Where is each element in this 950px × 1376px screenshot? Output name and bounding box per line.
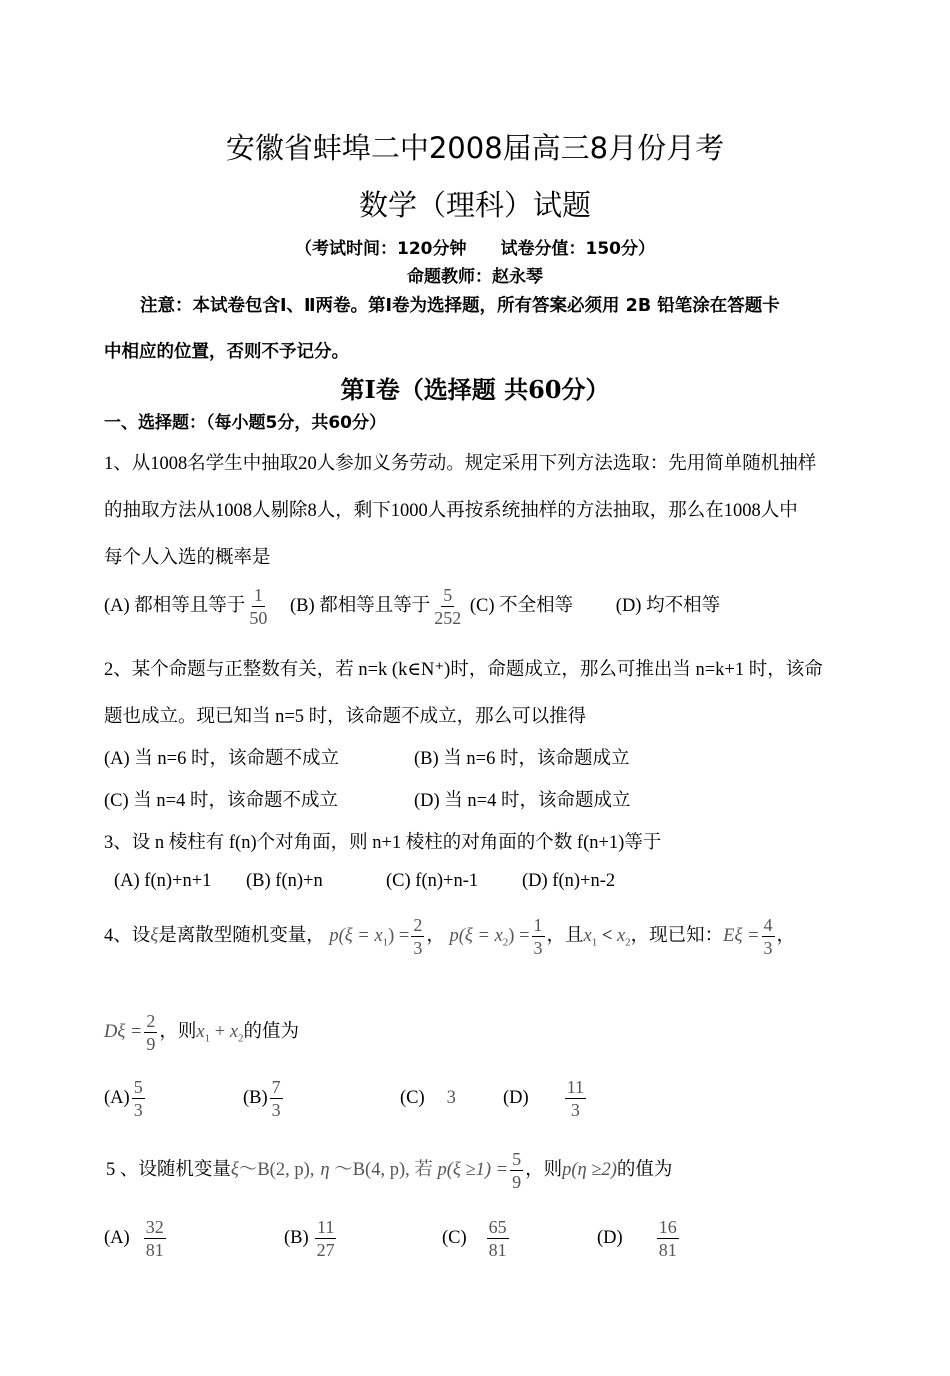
q4-text-1: 是离散型随机变量， (158, 925, 325, 946)
q4-option-d-fraction (565, 1076, 586, 1121)
fraction-numerator: 32 (145, 1217, 164, 1237)
subscript: 2 (502, 936, 509, 949)
fraction-numerator: 5 (133, 1077, 143, 1097)
q5-p-fraction (510, 1148, 523, 1193)
q1-option-a-fraction (247, 584, 269, 629)
fraction-denominator: 27 (316, 1240, 335, 1260)
q2-option-d: (D) 当 n=4 时，该命题成立 (414, 791, 631, 811)
teacher-line: 命题教师：赵永琴 (407, 267, 543, 287)
fraction-numerator: 1 (533, 915, 543, 935)
x-symbol: x (196, 1021, 205, 1042)
q4-text-3: ，现已知： (630, 925, 724, 946)
fraction-numerator: 5 (512, 1149, 522, 1169)
q4-p1-fraction (411, 914, 424, 959)
q5-option-d (597, 1216, 681, 1261)
fraction-numerator: 5 (443, 585, 453, 605)
fraction-denominator: 3 (570, 1100, 580, 1120)
q3-line-1: 3、设 n 棱柱有 f(n)个对角面，则 n+1 棱柱的对角面的个数 f(n+1)等于 (104, 833, 662, 853)
option-label: (C) (442, 1227, 467, 1248)
q4-option-a (104, 1076, 147, 1121)
sum-op: + (210, 1021, 230, 1042)
q4-d-expr: Dξ = (104, 1021, 143, 1042)
fraction-denominator: 81 (145, 1240, 164, 1260)
q4-e-fraction (762, 914, 775, 959)
q5-p-expr: p(ξ ≥1) = (437, 1159, 509, 1180)
option-label: (D) (503, 1087, 529, 1108)
fraction-denominator: 81 (658, 1240, 677, 1260)
notice-line-2: 中相应的位置，否则不予记分。 (104, 342, 349, 362)
exam-title: 安徽省蚌埠二中2008届高三8月份月考 (225, 131, 725, 165)
fraction-denominator: 9 (512, 1172, 522, 1192)
fraction-numerator: 11 (317, 1217, 335, 1237)
q2-option-a: (A) 当 n=6 时，该命题不成立 (104, 749, 339, 769)
fraction-denominator: 50 (249, 608, 268, 628)
q4-p2-expr: p(ξ = x (449, 925, 503, 946)
q1-option-a-label: (A) 都相等且等于 (104, 595, 246, 616)
q5-option-a (104, 1216, 168, 1261)
subscript: 1 (591, 936, 598, 949)
q5-option-c-fraction (487, 1216, 509, 1261)
fraction-numerator: 2 (146, 1011, 156, 1031)
q4-d-fraction (144, 1010, 157, 1055)
x-symbol: x (583, 925, 592, 946)
fraction-denominator: 9 (146, 1034, 156, 1054)
fraction-numerator: 7 (271, 1077, 281, 1097)
q4-option-a-fraction (132, 1076, 145, 1121)
inequality-op: < (597, 925, 617, 946)
option-label: (B) (284, 1227, 309, 1248)
option-label: (D) (597, 1227, 623, 1248)
q5-option-d-fraction (657, 1216, 679, 1261)
q5-line-1 (106, 1148, 672, 1193)
q3-option-a: (A) f(n)+n+1 (114, 871, 212, 891)
q4-text-4: ，则 (159, 1021, 197, 1042)
q1-line-1: 1、从1008名学生中抽取20人参加义务劳动。规定采用下列方法选取：先用简单随机抽样 (104, 454, 817, 474)
part1-title: 第Ⅰ卷（选择题 共60分） (340, 375, 610, 404)
exam-subtitle: 数学（理科）试题 (358, 188, 591, 222)
subscript: 1 (382, 936, 389, 949)
comma: ， (776, 925, 796, 946)
q5-text-1: ，则 (525, 1159, 563, 1180)
xi-symbol: ξ (230, 1159, 239, 1180)
q5-dist-2: ～B(4, p), 若 (329, 1159, 433, 1180)
q1-option-c: (C) 不全相等 (469, 595, 574, 616)
q5-lead: 5 、设随机变量 (106, 1159, 231, 1180)
comma: ， (426, 925, 445, 946)
fraction-numerator: 65 (488, 1217, 507, 1237)
subscript: 2 (238, 1032, 244, 1045)
q1-line-3: 每个人入选的概率是 (104, 548, 271, 568)
option-label: (B) (243, 1087, 268, 1108)
fraction-numerator: 2 (413, 915, 423, 935)
q5-dist-1: ～B(2, p), (238, 1159, 315, 1180)
q4-p1-expr: p(ξ = x (329, 925, 383, 946)
q4-line-2 (104, 1010, 299, 1055)
x-symbol: x (616, 925, 626, 946)
q1-option-b-label: (B) 都相等且等于 (289, 595, 431, 616)
q3-option-c: (C) f(n)+n-1 (386, 871, 479, 891)
q4-lead: 4、设 (104, 925, 151, 946)
fraction-numerator: 16 (658, 1217, 677, 1237)
fraction-numerator: 4 (763, 915, 773, 935)
option-label: (A) (104, 1087, 130, 1108)
section-heading: 一、选择题：（每小题5分，共60分） (104, 413, 386, 433)
subscript: 2 (625, 936, 631, 949)
q1-option-d: (D) 均不相等 (615, 595, 721, 616)
fraction-denominator: 3 (413, 938, 423, 958)
fraction-denominator: 3 (271, 1100, 281, 1120)
fraction-denominator: 3 (133, 1100, 143, 1120)
fraction-numerator: 1 (253, 585, 263, 605)
q5-option-b-fraction (315, 1216, 337, 1261)
q1-option-b-fraction (432, 584, 463, 629)
q4-option-c (400, 1088, 456, 1109)
fraction-denominator: 81 (488, 1240, 507, 1260)
q2-line-2: 题也成立。现已知当 n=5 时，该命题不成立，那么可以推得 (104, 707, 587, 727)
q4-line-1 (104, 914, 795, 959)
q3-option-d: (D) f(n)+n-2 (522, 871, 616, 891)
q2-option-c: (C) 当 n=4 时，该命题不成立 (104, 791, 338, 811)
q4-option-b-fraction (270, 1076, 283, 1121)
eta-symbol: η (320, 1159, 330, 1180)
q2-option-b: (B) 当 n=6 时，该命题成立 (414, 749, 630, 769)
q4-text-5: 的值为 (243, 1021, 300, 1042)
fraction-denominator: 3 (763, 938, 773, 958)
q4-p1-close: ) = (388, 925, 410, 946)
q5-option-c (442, 1216, 511, 1261)
option-label: (C) (400, 1088, 425, 1108)
xi-symbol: ξ (150, 925, 159, 946)
q4-e-expr: Eξ = (723, 925, 760, 946)
fraction-denominator: 252 (434, 608, 462, 628)
q5-option-a-fraction (144, 1216, 166, 1261)
option-label: (A) (104, 1227, 130, 1248)
fraction-denominator: 3 (533, 938, 543, 958)
exam-info: （考试时间：120分钟 试卷分值：150分） (295, 239, 655, 259)
q5-text-2: 的值为 (616, 1159, 673, 1180)
x-symbol: x (229, 1021, 239, 1042)
q4-option-d (503, 1076, 588, 1121)
q4-p2-close: ) = (508, 925, 530, 946)
subscript: 1 (204, 1032, 211, 1045)
q5-option-b (284, 1216, 339, 1261)
q4-text-2: ，且 (546, 925, 584, 946)
q2-line-1: 2、某个命题与正整数有关，若 n=k (k∈N⁺)时，命题成立，那么可推出当 n=k+1 时，该命 (104, 660, 823, 680)
q4-p2-fraction (532, 914, 545, 959)
q3-option-b: (B) f(n)+n (246, 871, 323, 891)
notice-line-1: 注意：本试卷包含Ⅰ、Ⅱ两卷。第Ⅰ卷为选择题，所有答案必须用 2B 铅笔涂在答题卡 (140, 296, 780, 316)
fraction-numerator: 11 (566, 1077, 585, 1097)
q1-line-2: 的抽取方法从1008人剔除8人，剩下1000人再按系统抽样的方法抽取，那么在1008人中 (104, 501, 798, 521)
q5-q-expr: p(η ≥2) (562, 1159, 617, 1180)
option-value: 3 (446, 1088, 456, 1108)
q1-options (104, 584, 720, 629)
q4-option-b (243, 1076, 285, 1121)
